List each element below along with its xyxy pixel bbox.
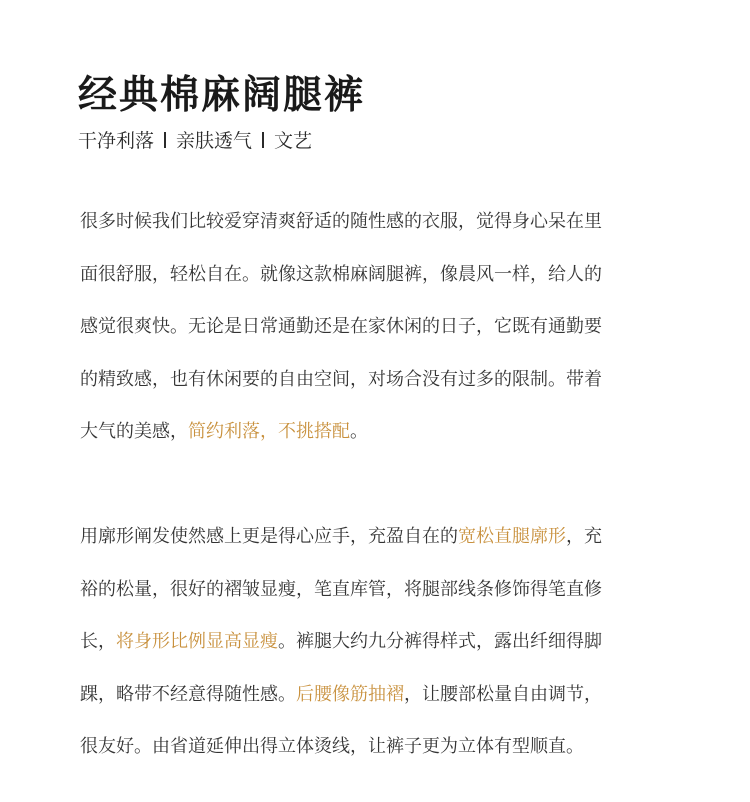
tag-separator bbox=[164, 132, 166, 148]
text-segment: ，充 bbox=[566, 526, 602, 547]
text-segment: 很友好。由省道延伸出得立体烫线，让裤子更为立体有型顺直。 bbox=[80, 736, 584, 757]
text-segment: ，让腰部松量自由调节， bbox=[404, 683, 602, 705]
tag-clean: 干净利落 bbox=[78, 130, 155, 152]
text-segment: 长， bbox=[80, 631, 116, 652]
highlight-text: 将身形比例显高显瘦 bbox=[116, 631, 278, 652]
text-segment: 。 bbox=[350, 421, 368, 442]
text-segment: 面很舒服，轻松自在。就像这款棉麻阔腿裤，像晨风一样，给人的 bbox=[80, 263, 602, 285]
paragraph-line bbox=[80, 511, 680, 564]
tag-separator bbox=[262, 132, 264, 148]
paragraph-line bbox=[80, 249, 680, 302]
paragraph-line bbox=[80, 196, 680, 249]
text-segment: 。裤腿大约九分裤得样式，露出纤细得脚 bbox=[278, 631, 602, 652]
paragraph-line bbox=[80, 301, 680, 354]
page-title: 经典棉麻阔腿裤 bbox=[78, 72, 366, 118]
text-segment: 很多时候我们比较爱穿清爽舒适的随性感的衣服，觉得身心呆在里 bbox=[80, 211, 602, 232]
subtitle-tags bbox=[78, 126, 312, 153]
highlight-text: 宽松直腿廓形 bbox=[458, 526, 566, 547]
text-segment: 裕的松量，很好的褶皱显瘦，笔直库管，将腿部线条修饰得笔直修 bbox=[80, 578, 602, 600]
text-segment: 感觉很爽快。无论是日常通勤还是在家休闲的日子，它既有通勤要 bbox=[80, 316, 602, 337]
text-segment: 大气的美感， bbox=[80, 421, 188, 442]
paragraph-line bbox=[80, 406, 680, 459]
tag-breathable: 亲肤透气 bbox=[176, 130, 253, 152]
paragraph-line bbox=[80, 564, 680, 617]
text-segment: 的精致感，也有休闲要的自由空间，对场合没有过多的限制。带着 bbox=[80, 368, 602, 390]
paragraph-line bbox=[80, 354, 680, 407]
text-segment: 踝，略带不经意得随性感。 bbox=[80, 683, 296, 705]
paragraph-intro bbox=[80, 196, 680, 459]
highlight-text: 简约利落，不挑搭配 bbox=[188, 421, 350, 442]
paragraph-line bbox=[80, 669, 680, 722]
paragraph-line bbox=[80, 616, 680, 669]
paragraph-line bbox=[80, 721, 680, 774]
paragraph-details bbox=[80, 511, 680, 774]
highlight-text: 后腰像筋抽褶 bbox=[296, 683, 404, 705]
tag-artsy: 文艺 bbox=[274, 130, 313, 152]
text-segment: 用廓形阐发使然感上更是得心应手，充盈自在的 bbox=[80, 526, 458, 547]
